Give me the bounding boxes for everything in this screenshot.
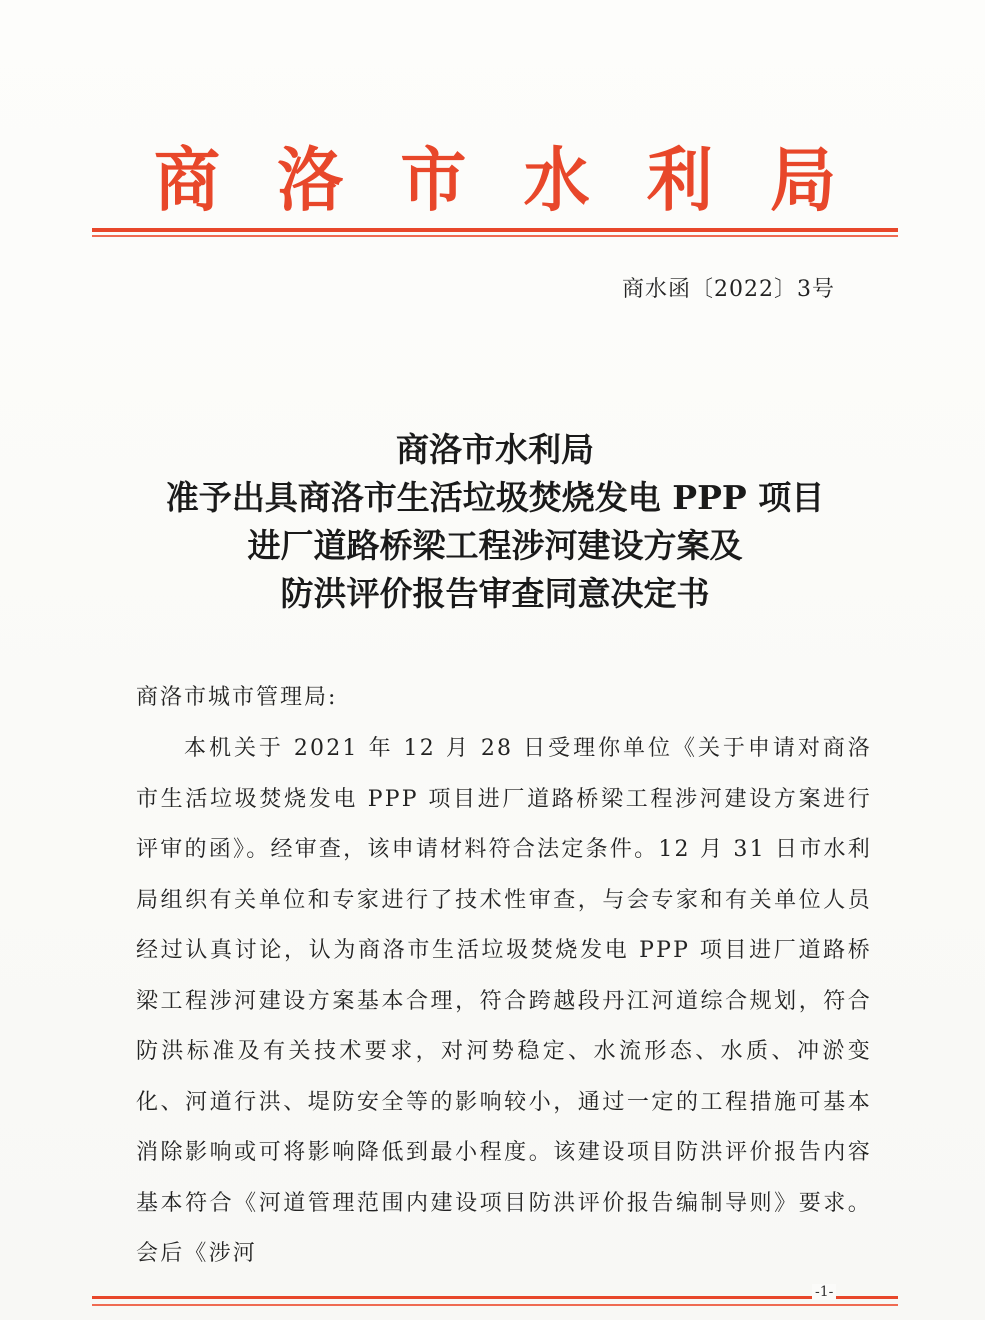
title-line: 准予出具商洛市生活垃圾焚烧发电 PPP 项目 <box>165 478 825 517</box>
document-title <box>92 426 898 618</box>
letterhead-char: 水 <box>523 139 590 221</box>
title-line: 防洪评价报告审查同意决定书 <box>280 574 710 613</box>
letterhead-char: 利 <box>646 139 713 221</box>
letterhead-char: 市 <box>400 139 467 221</box>
title-line: 进厂道路桥梁工程涉河建设方案及 <box>247 526 743 565</box>
letterhead-char: 局 <box>769 139 836 221</box>
footer-divider <box>92 1296 898 1299</box>
page-number: -1- <box>812 1284 836 1300</box>
footer-divider-thin <box>92 1304 898 1306</box>
letterhead-char: 商 <box>154 139 220 221</box>
letterhead-divider-thin <box>92 235 898 237</box>
title-line: 商洛市水利局 <box>396 430 594 469</box>
body-paragraph: 本机关于 2021 年 12 月 28 日受理你单位《关于申请对商洛市生活垃圾焚烧发电 PPP 项目进厂道路桥梁工程涉河建设方案进行评审的函》。经审查，该申请材料符合法定条件。12 月 31 日市水利局组织有关单位和专家进行了技术性审查，与会专家和有关单位人员经过认真讨论，认为商洛市生活垃圾焚烧发电 PPP 项目进厂道路桥梁工程涉河建设方案基本合理，符合跨越段丹江河道综合规划，符合防洪标准及有关技术要求，对河势稳定、水流形态、水质、冲淤变化、河道行洪、堤防安全等的影响较小，通过一定的工程措施可基本消除影响或可将影响降低到最小程度。该建设项目防洪评价报告内容基本符合《河道管理范围内建设项目防洪评价报告编制导则》要求。会后《涉河 <box>136 736 872 1266</box>
letterhead-title <box>92 140 898 220</box>
letterhead-divider <box>92 228 898 232</box>
addressee: 商洛市城市管理局: <box>136 685 338 710</box>
letterhead-char: 洛 <box>277 139 344 221</box>
document-number: 商水函〔2022〕3号 <box>622 277 835 302</box>
